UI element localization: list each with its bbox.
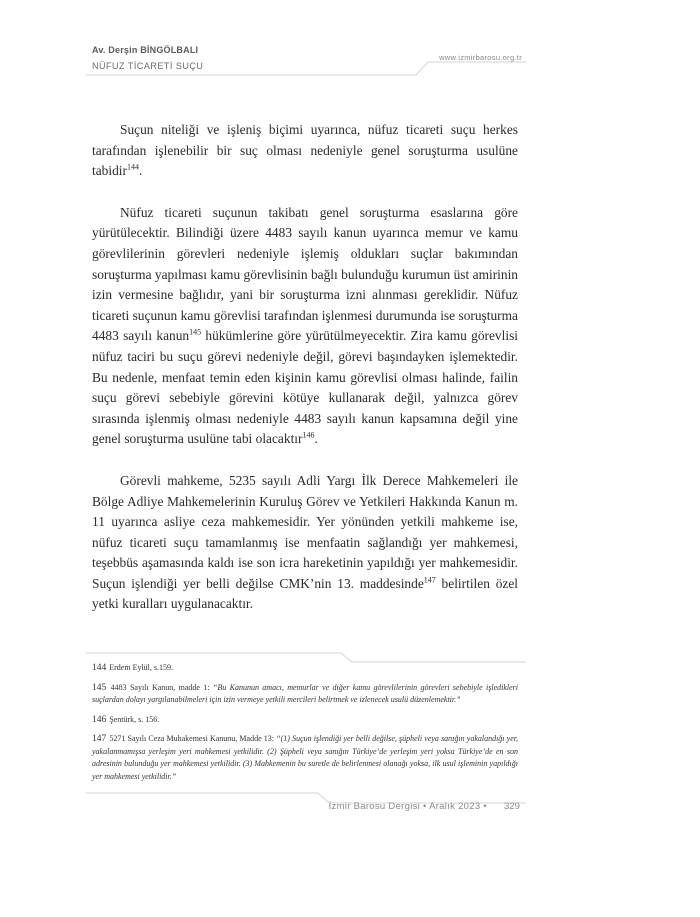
header-url: www.izmirbarosu.org.tr (439, 53, 522, 62)
footnote-quote: “Bu Kanunun amacı, memurlar ve diğer kamu görevlilerinin görevleri sebebiyle işledikleri suçlardan dolayı yargılanabilmeleri için izin vermeye yetkili mercileri belirtmek ve izlenecek usulü düzenlemektir.” (92, 682, 519, 704)
paragraph-text: hükümlerine göre yürütülmeyecektir. Zira kamu görevlisi nüfuz taciri bu suçu görevi nedeniyle değil, görevi başındayken işlemektedir. Bu nedenle, menfaat temin eden kişinin kamu görevlisi olması halinde, failin suçu görevi sebebiyle görevini kötüye kullanarak değil, yalnızca görev sırasında işlenmiş olması nedeniyle 4483 sayılı kanun kapsamına değil yine genel soruşturma usulüne tabi olacaktır (92, 328, 518, 447)
footnote-number: 146 (92, 714, 107, 725)
footnote-text: Erdem Eylül, s.159. (109, 663, 174, 672)
footnote-text: 4483 Sayılı Kanun, madde 1: (110, 682, 213, 692)
footnote-147 (92, 733, 518, 783)
page-number: 329 (504, 801, 520, 812)
footnote-number: 144 (92, 663, 107, 673)
header-rule (86, 56, 526, 80)
paragraph-end: . (314, 431, 318, 447)
footnote-ref: 147 (423, 575, 436, 585)
paragraph-end: . (138, 163, 143, 179)
footnote-quote: “(1) Suçun işlendiği yer belli değilse, şüpheli veya sanığın yakalandığı yer, yakalanmamışsa yerleşim yeri mahkemesi yetkilidir. (2) Şüpheli veya sanığın Türkiye’de yerleşim yeri yoksa Türkiye’de en son adresinin bulunduğu yer mahkemesi yetkilidir. (3) Mahkemenin bu suretle de belirlenmesi olanağı yoksa, ilk usul işleminin yapıldığı yer mahkemesi yetkilidir.” (92, 734, 519, 781)
paragraph-text: belirtilen özel yetki kuralları uygulanacaktır. (92, 575, 518, 612)
footnote-number: 147 (92, 734, 107, 744)
author-surname: BİNGÖLBALI (140, 45, 199, 55)
author-prefix: Av. Derşin (92, 45, 138, 55)
footnote-number: 145 (92, 682, 107, 693)
footnote-146 (92, 714, 518, 727)
footnote-ref: 146 (302, 430, 315, 440)
body-text (92, 120, 518, 636)
header-author (92, 45, 198, 55)
footnote-ref: 145 (189, 327, 202, 337)
paragraph-3 (92, 471, 518, 615)
paragraph-text: Suçun niteliği ve işleniş biçimi uyarınca, nüfuz ticareti suçu herkes tarafından işlenebilir bir suç olması nedeniyle genel soruşturma usulüne tabidir (92, 122, 518, 179)
footnote-144 (92, 662, 518, 675)
paragraph-1 (92, 120, 518, 182)
section-title: NÜFUZ TİCARETİ SUÇU (92, 61, 204, 71)
journal-name: İzmir Barosu Dergisi • Aralık 2023 • (328, 801, 487, 812)
footnote-text: Şentürk, s. 156. (109, 714, 160, 724)
footnote-text: 5271 Sayılı Ceza Muhakemesi Kanunu, Madde 13: (109, 734, 277, 743)
paragraph-2 (92, 203, 518, 450)
paragraph-text: Görevli mahkeme, 5235 sayılı Adli Yargı İlk Derece Mahkemeleri ile Bölge Adliye Mahkemelerinin Kuruluş Görev ve Yetkileri Hakkında Kanun m. 11 uyarınca asliye ceza mahkemesidir. Yer yönünden yetkili mahkeme ise, nüfuz ticareti suçu tamamlanmış ise menfaatin sağlandığı yer mahkemesi, teşebbüs aşamasında kaldı ise son icra hareketinin yapıldığı yer mahkemesidir. Suçun işlendiği yer belli değilse CMK’nin 13. maddesinde (92, 472, 518, 591)
footnotes (92, 662, 518, 790)
footnote-145 (92, 682, 518, 707)
footnote-ref: 144 (126, 162, 139, 172)
paragraph-text: Nüfuz ticareti suçunun takibatı genel soruşturma esaslarına göre yürütülecektir. Bilindiği üzere 4483 sayılı kanun uyarınca memur ve kamu görevlilerinin görevleri nedeniyle işlemiş oldukları suçlar bakımından soruşturma yapılması kamu görevlisinin bağlı bulunduğu kurumun üst amirinin izin vermesine bağlıdır, yani bir soruşturma izni alınması gereklidir. Nüfuz ticareti suçunun kamu görevlisi tarafından işlenmesi durumunda ise soruşturma 4483 sayılı kanun (92, 204, 518, 344)
